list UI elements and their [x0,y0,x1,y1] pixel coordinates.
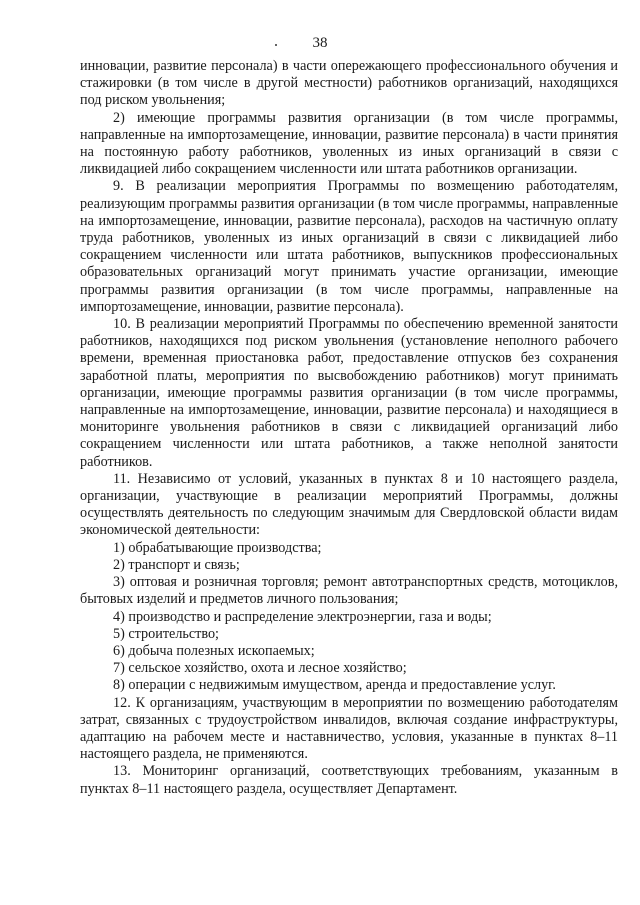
list-item: 3) оптовая и розничная торговля; ремонт автотранспортных средств, мотоциклов, бытовых изделий и предметов личного пользования; [80,574,618,608]
list-item: 2) транспорт и связь; [113,556,240,573]
list-item: 8) операции с недвижимым имуществом, аренда и предоставление услуг. [113,677,556,694]
paragraph-continuation: инновации, развитие персонала) в части опережающего профессионального обучения и стажировки (в том числе в другой местности) работников организаций, находящихся под риском увольнения; [80,58,618,109]
list-item: 5) строительство; [113,625,219,642]
paragraph-10: 10. В реализации мероприятий Программы по обеспечению временной занятости работников, находящихся под риском увольнения (установление неполного рабочего времени, временная приостановка работ, предоставление отпусков без сохранения заработной платы, мероприятия по высвобождению работников) могут принимать организации, имеющие программы развития организации (в том числе программы, направленные на импортозамещение, инновации, развитие персонала) и находящиеся в мониторинге увольнения работников в связи с ликвидацией организаций либо сокращением численности или штата работников, а также неполной занятости работников. [80,316,618,470]
paragraph-11: 11. Независимо от условий, указанных в пунктах 8 и 10 настоящего раздела, организации, участвующие в реализации мероприятий Программы, должны осуществлять деятельность по следующим значимым для Свердловской области видам экономической деятельности: [80,470,618,539]
list-item: 6) добыча полезных ископаемых; [113,642,315,659]
scan-speck [275,44,277,46]
list-item: 7) сельское хозяйство, охота и лесное хозяйство; [113,660,407,677]
document-body [80,58,618,798]
paragraph-12: 12. К организациям, участвующим в мероприятии по возмещению работодателям затрат, связанных с трудоустройством инвалидов, включая создание инфраструктуры, адаптацию на рабочем месте и наставничество, условия, указанные в пунктах 8–11 настоящего раздела, не применяются. [80,694,618,763]
list-item: 4) производство и распределение электроэнергии, газа и воды; [113,608,492,625]
paragraph-9: 9. В реализации мероприятия Программы по возмещению работодателям, реализующим программы развития организации (в том числе программы, направленные на импортозамещение, инновации, развитие персонала), расходов на частичную оплату труда работников, уволенных из иных организаций в связи с ликвидацией либо сокращением численности или штата работников, выпускников профессиональных образовательных организаций могут принимать участие организации, имеющие программы развития организации (в том числе программы, направленные на импортозамещение, инновации, развитие персонала). [80,178,618,315]
list-item: 1) обрабатывающие производства; [113,539,322,556]
paragraph-13: 13. Мониторинг организаций, соответствующих требованиям, указанным в пунктах 8–11 настоящего раздела, осуществляет Департамент. [80,763,618,797]
page-number: 38 [312,35,328,51]
paragraph-item-2: 2) имеющие программы развития организации (в том числе программы, направленные на импортозамещение, инновации, развитие персонала) в части принятия на постоянную работу работников, уволенных из иных организаций в связи с ликвидацией либо сокращением численности или штата работников организации. [80,109,618,178]
